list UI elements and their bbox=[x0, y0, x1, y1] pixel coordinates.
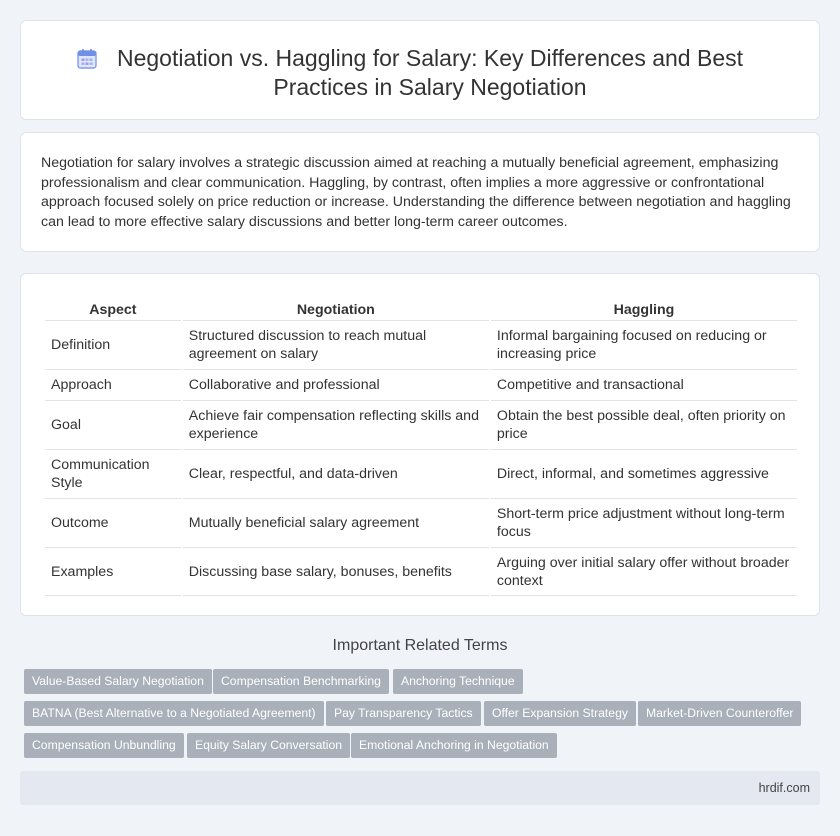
table-cell: Approach bbox=[45, 369, 181, 400]
table-row bbox=[45, 400, 797, 449]
table-row bbox=[45, 547, 797, 596]
table-cell: Direct, informal, and sometimes aggressive bbox=[491, 449, 797, 498]
table-row bbox=[45, 320, 797, 369]
table-cell: Communication Style bbox=[45, 449, 181, 498]
related-term-tag[interactable]: Market-Driven Counteroffer bbox=[638, 701, 801, 726]
table-cell: Outcome bbox=[45, 498, 181, 547]
related-term-tag[interactable]: Compensation Unbundling bbox=[24, 733, 184, 758]
page-title: Negotiation vs. Haggling for Salary: Key Differences and Best Practices in Salary Negotiation bbox=[116, 45, 744, 100]
comparison-table bbox=[43, 296, 799, 596]
table-cell: Goal bbox=[45, 400, 181, 449]
related-term-tag[interactable]: Equity Salary Conversation bbox=[187, 733, 350, 758]
related-terms-heading: Important Related Terms bbox=[332, 637, 508, 654]
intro-card bbox=[20, 132, 820, 252]
table-cell: Definition bbox=[45, 320, 181, 369]
table-cell: Competitive and transactional bbox=[491, 369, 797, 400]
header-haggling: Haggling bbox=[613, 302, 675, 318]
table-cell: Obtain the best possible deal, often priority on price bbox=[491, 400, 797, 449]
header-aspect: Aspect bbox=[89, 302, 137, 318]
footer bbox=[20, 771, 820, 805]
table-row bbox=[45, 498, 797, 547]
table-cell: Structured discussion to reach mutual agreement on salary bbox=[183, 320, 489, 369]
related-term-tag[interactable]: Value-Based Salary Negotiation bbox=[24, 669, 212, 694]
table-cell: Collaborative and professional bbox=[183, 369, 489, 400]
table-cell: Informal bargaining focused on reducing or increasing price bbox=[491, 320, 797, 369]
intro-paragraph: Negotiation for salary involves a strategic discussion aimed at reaching a mutually beneficial agreement, emphasizing professionalism and clear communication. Haggling, by contrast, often implies a more aggressive or confrontational approach focused solely on price reduction or increase. Understanding the difference between negotiation and haggling can lead to more effective salary discussions and better long-term career outcomes. bbox=[41, 155, 791, 230]
related-term-tag[interactable]: Pay Transparency Tactics bbox=[326, 701, 481, 726]
table-cell: Clear, respectful, and data-driven bbox=[183, 449, 489, 498]
related-term-tag[interactable]: BATNA (Best Alternative to a Negotiated Agreement) bbox=[24, 701, 324, 726]
related-term-tag[interactable]: Compensation Benchmarking bbox=[213, 669, 389, 694]
footer-site-link[interactable]: hrdif.com bbox=[758, 781, 810, 795]
table-cell: Mutually beneficial salary agreement bbox=[183, 498, 489, 547]
table-cell: Short-term price adjustment without long-term focus bbox=[491, 498, 797, 547]
title-card bbox=[20, 20, 820, 120]
table-cell: Arguing over initial salary offer without broader context bbox=[491, 547, 797, 596]
header-negotiation: Negotiation bbox=[296, 302, 375, 318]
table-cell: Discussing base salary, bonuses, benefits bbox=[183, 547, 489, 596]
table-row bbox=[45, 449, 797, 498]
table-cell: Examples bbox=[45, 547, 181, 596]
related-term-tag[interactable]: Offer Expansion Strategy bbox=[484, 701, 636, 726]
comparison-card bbox=[20, 273, 820, 616]
table-row bbox=[45, 369, 797, 400]
table-cell: Achieve fair compensation reflecting skills and experience bbox=[183, 400, 489, 449]
related-term-tag[interactable]: Emotional Anchoring in Negotiation bbox=[351, 733, 557, 758]
table-header-row bbox=[45, 296, 797, 320]
related-term-tag[interactable]: Anchoring Technique bbox=[393, 669, 523, 694]
